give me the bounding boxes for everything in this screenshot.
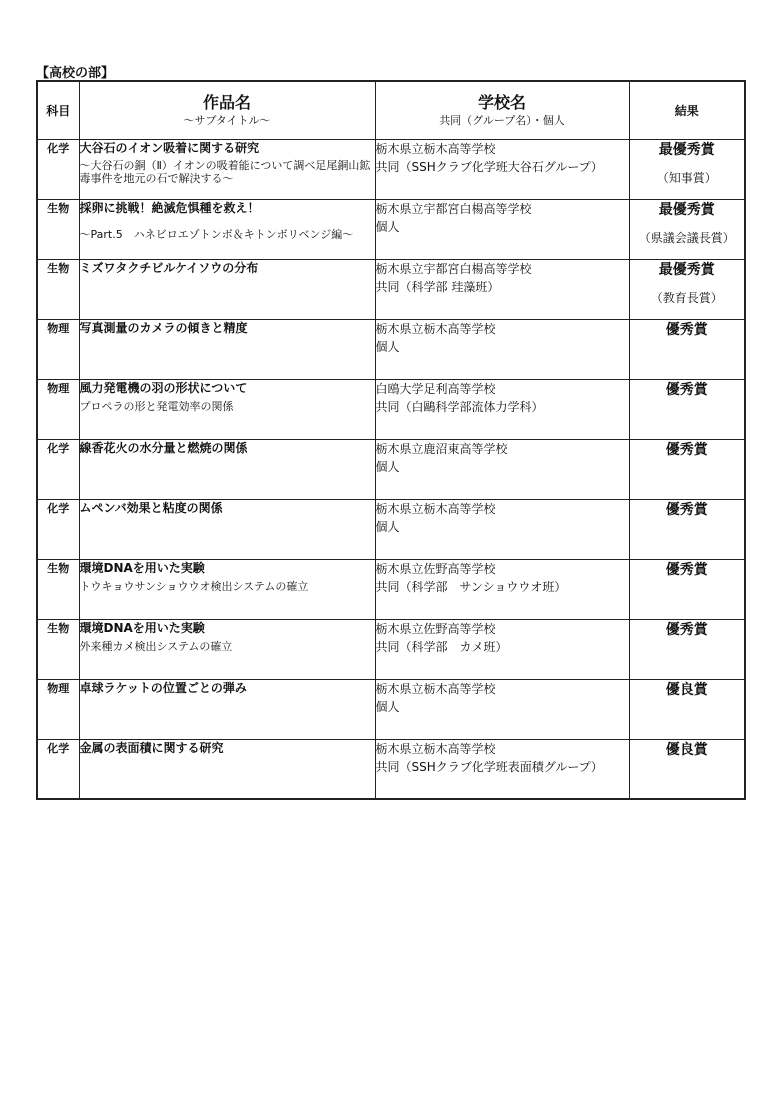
work-cell bbox=[79, 739, 375, 799]
group-name: 共同（科学部 サンショウウオ班） bbox=[375, 579, 567, 594]
work-cell bbox=[79, 619, 375, 679]
work-subtitle: プロペラの形と発電効率の関係 bbox=[79, 399, 234, 413]
header-subject: 科目 bbox=[37, 81, 79, 139]
work-title: 環境DNAを用いた実験 bbox=[79, 560, 205, 575]
table-row bbox=[37, 139, 745, 199]
table-row bbox=[37, 439, 745, 499]
subject-cell: 生物 bbox=[37, 619, 79, 679]
table-row bbox=[37, 679, 745, 739]
work-title: 金属の表面積に関する研究 bbox=[79, 740, 224, 755]
subject-cell: 化学 bbox=[37, 739, 79, 799]
result-cell bbox=[629, 319, 745, 379]
subject-cell: 化学 bbox=[37, 499, 79, 559]
award-name: 優秀賞 bbox=[665, 381, 708, 398]
work-cell bbox=[79, 679, 375, 739]
subject-cell: 化学 bbox=[37, 139, 79, 199]
subject-cell: 生物 bbox=[37, 199, 79, 259]
work-title: 採卵に挑戦！絶滅危惧種を救え！ bbox=[79, 200, 260, 215]
work-subtitle: トウキョウサンショウウオ検出システムの確立 bbox=[79, 579, 309, 593]
school-name: 栃木県立栃木高等学校 bbox=[375, 141, 496, 156]
table-row bbox=[37, 619, 745, 679]
school-cell bbox=[375, 319, 629, 379]
work-subtitle: ～大谷石の銅（Ⅱ）イオンの吸着能について調べ足尾銅山鉱毒事件を地元の石で解決する～ bbox=[79, 158, 371, 185]
table-row bbox=[37, 319, 745, 379]
result-cell bbox=[629, 679, 745, 739]
group-name: 共同（科学部 カメ班） bbox=[375, 639, 508, 654]
award-name: 最優秀賞 bbox=[658, 261, 715, 278]
award-note: （県議会議長賞） bbox=[638, 230, 735, 245]
result-cell bbox=[629, 259, 745, 319]
work-title: 大谷石のイオン吸着に関する研究 bbox=[79, 140, 260, 155]
result-cell bbox=[629, 619, 745, 679]
award-name: 優秀賞 bbox=[665, 621, 708, 638]
work-title: 卓球ラケットの位置ごとの弾み bbox=[79, 680, 247, 695]
work-cell bbox=[79, 199, 375, 259]
award-name: 優秀賞 bbox=[665, 501, 708, 518]
work-cell bbox=[79, 559, 375, 619]
table-row bbox=[37, 199, 745, 259]
award-note: （知事賞） bbox=[656, 170, 717, 185]
school-name: 栃木県立栃木高等学校 bbox=[375, 321, 496, 336]
school-name: 栃木県立佐野高等学校 bbox=[375, 561, 496, 576]
work-cell bbox=[79, 259, 375, 319]
header-result: 結果 bbox=[629, 81, 745, 139]
header-work-title: 作品名 bbox=[202, 92, 251, 112]
school-name: 栃木県立栃木高等学校 bbox=[375, 501, 496, 516]
school-cell bbox=[375, 439, 629, 499]
school-cell bbox=[375, 559, 629, 619]
subject-cell: 物理 bbox=[37, 379, 79, 439]
award-name: 優良賞 bbox=[665, 741, 708, 758]
award-name: 最優秀賞 bbox=[658, 201, 715, 218]
group-name: 個人 bbox=[375, 519, 400, 534]
group-name: 個人 bbox=[375, 339, 400, 354]
table-row bbox=[37, 739, 745, 799]
work-title: 風力発電機の羽の形状について bbox=[79, 380, 248, 395]
result-cell bbox=[629, 379, 745, 439]
group-name: 個人 bbox=[375, 459, 400, 474]
school-cell bbox=[375, 679, 629, 739]
group-name: 個人 bbox=[375, 699, 400, 714]
award-name: 優秀賞 bbox=[665, 561, 708, 578]
work-title: 環境DNAを用いた実験 bbox=[79, 620, 205, 635]
subject-cell: 物理 bbox=[37, 319, 79, 379]
header-school-subtitle: 共同（グループ名）・個人 bbox=[439, 113, 565, 127]
work-title: 線香花火の水分量と燃焼の関係 bbox=[79, 440, 248, 455]
school-cell bbox=[375, 379, 629, 439]
header-row bbox=[37, 81, 745, 139]
result-cell bbox=[629, 739, 745, 799]
work-title: ムペンバ効果と粘度の関係 bbox=[79, 500, 223, 515]
award-note: （教育長賞） bbox=[650, 290, 723, 305]
work-cell bbox=[79, 499, 375, 559]
school-name: 栃木県立佐野高等学校 bbox=[375, 621, 496, 636]
header-school bbox=[375, 81, 629, 139]
subject-cell: 化学 bbox=[37, 439, 79, 499]
award-name: 最優秀賞 bbox=[658, 141, 715, 158]
group-name: 個人 bbox=[375, 219, 400, 234]
work-cell bbox=[79, 139, 375, 199]
school-name: 栃木県立栃木高等学校 bbox=[375, 681, 496, 696]
school-cell bbox=[375, 259, 629, 319]
award-name: 優秀賞 bbox=[665, 441, 708, 458]
school-cell bbox=[375, 199, 629, 259]
school-cell bbox=[375, 619, 629, 679]
result-cell bbox=[629, 439, 745, 499]
school-cell bbox=[375, 499, 629, 559]
school-name: 栃木県立宇都宮白楊高等学校 bbox=[375, 201, 532, 216]
result-cell bbox=[629, 559, 745, 619]
award-name: 優秀賞 bbox=[665, 321, 708, 338]
result-cell bbox=[629, 499, 745, 559]
table-row bbox=[37, 559, 745, 619]
header-work bbox=[79, 81, 375, 139]
work-subtitle: ～Part.5 ハネビロエゾトンボ＆キトンボリベンジ編～ bbox=[79, 227, 354, 241]
subject-cell: 物理 bbox=[37, 679, 79, 739]
school-name: 栃木県立宇都宮白楊高等学校 bbox=[375, 261, 532, 276]
table-row bbox=[37, 379, 745, 439]
school-name: 栃木県立鹿沼東高等学校 bbox=[375, 441, 508, 456]
work-cell bbox=[79, 379, 375, 439]
header-work-subtitle: ～サブタイトル～ bbox=[183, 113, 271, 127]
school-cell bbox=[375, 739, 629, 799]
group-name: 共同（SSHクラブ化学班大谷石グループ） bbox=[375, 159, 603, 174]
subject-cell: 生物 bbox=[37, 559, 79, 619]
result-cell bbox=[629, 139, 745, 199]
subject-cell: 生物 bbox=[37, 259, 79, 319]
work-subtitle: 外来種カメ検出システムの確立 bbox=[79, 639, 233, 653]
group-name: 共同（SSHクラブ化学班表面積グループ） bbox=[375, 759, 603, 774]
school-name: 白鴎大学足利高等学校 bbox=[375, 381, 496, 396]
table-row bbox=[37, 259, 745, 319]
awards-table bbox=[36, 80, 746, 800]
work-title: ミズワタクチビルケイソウの分布 bbox=[79, 260, 259, 275]
award-name: 優良賞 bbox=[665, 681, 708, 698]
header-school-title: 学校名 bbox=[477, 92, 526, 112]
work-cell bbox=[79, 439, 375, 499]
school-cell bbox=[375, 139, 629, 199]
work-cell bbox=[79, 319, 375, 379]
group-name: 共同（科学部 珪藻班） bbox=[375, 279, 500, 294]
table-row bbox=[37, 499, 745, 559]
school-name: 栃木県立栃木高等学校 bbox=[375, 741, 496, 756]
work-title: 写真測量のカメラの傾きと精度 bbox=[79, 320, 248, 335]
group-name: 共同（白鷗科学部流体力学科） bbox=[375, 399, 544, 414]
section-title: 【高校の部】 bbox=[36, 66, 115, 81]
result-cell bbox=[629, 199, 745, 259]
